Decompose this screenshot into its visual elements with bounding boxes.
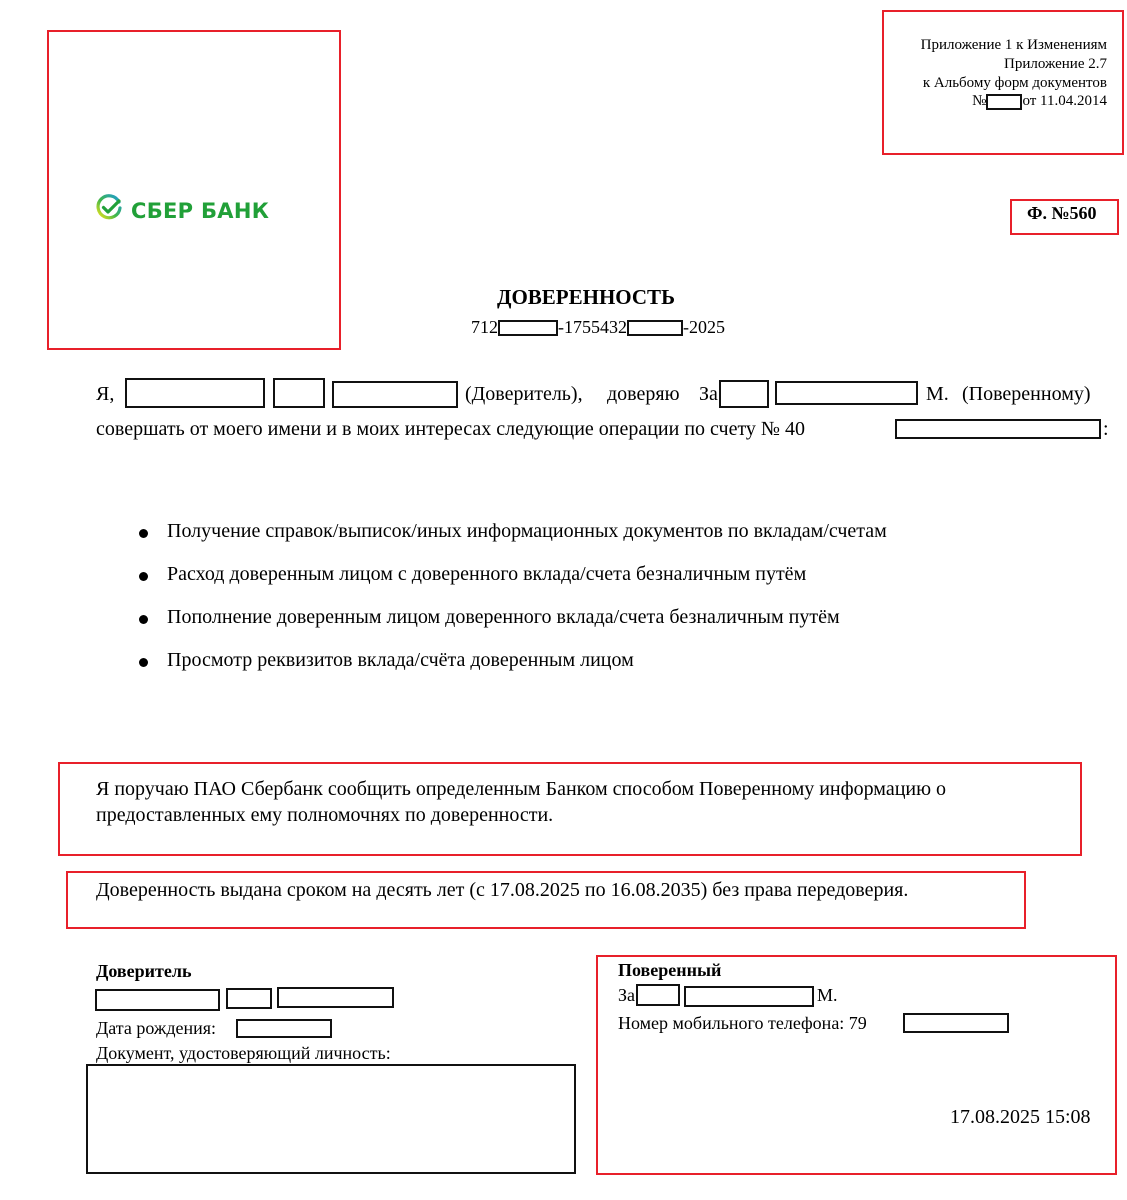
- redacted-id-document: [86, 1064, 576, 1174]
- bullet-icon: [139, 615, 148, 624]
- appendix-number-sign: №: [972, 93, 987, 109]
- redacted-principal-surname: [125, 378, 265, 408]
- redacted-principal-patronymic: [332, 381, 458, 408]
- attorney-phone-label: Номер мобильного телефона: 79: [618, 1013, 867, 1033]
- redacted-principal-surname-2: [95, 989, 220, 1011]
- principal-label: (Доверитель),: [465, 383, 583, 405]
- document-number: [471, 317, 725, 338]
- redacted-account-number: [895, 419, 1101, 439]
- sber-check-circle-icon: [95, 194, 123, 227]
- operation-item: Расход доверенным лицом с доверенного вклада/счета безналичным путём: [167, 563, 807, 585]
- redacted-attorney-name-4: [684, 986, 814, 1007]
- appendix-line-1: Приложение 1 к Изменениям: [920, 37, 1107, 53]
- redacted-principal-name-2: [226, 988, 272, 1009]
- instruction-line-1: Я поручаю ПАО Сбербанк сообщить определенным Банком способом Поверенному информацию о: [96, 778, 947, 800]
- operation-item: Пополнение доверенным лицом доверенного вклада/счета безналичным путём: [167, 606, 840, 628]
- operation-item: Получение справок/выписок/иных информационных документов по вкладам/счетам: [167, 520, 887, 542]
- intro-line-2: [96, 418, 805, 441]
- birth-date-label: Дата рождения:: [96, 1018, 217, 1038]
- attorney-name-initial: М.: [817, 985, 838, 1005]
- redacted-principal-patronymic-2: [277, 987, 394, 1008]
- intro-line-2-text: совершать от моего имени и в моих интересах следующие операции по счету №: [96, 418, 781, 440]
- attorney-name-prefix: За: [618, 985, 636, 1005]
- term-text: Доверенность выдана сроком на десять лет (с 17.08.2025 по 16.08.2035) без права передоверия.: [96, 879, 909, 901]
- doc-number-part-2: -1755432: [558, 317, 627, 337]
- appendix-line-4: [972, 93, 1107, 110]
- redacted-doc-number-1: [498, 320, 558, 336]
- bullet-icon: [139, 529, 148, 538]
- trust-word: доверяю: [607, 383, 680, 405]
- doc-number-part-3: -2025: [683, 317, 725, 337]
- redacted-principal-name: [273, 378, 325, 408]
- operation-item: Просмотр реквизитов вклада/счёта доверенным лицом: [167, 649, 634, 671]
- redacted-appendix-number: [986, 94, 1022, 110]
- appendix-line-3: к Альбому форм документов: [922, 75, 1107, 91]
- appendix-date: от 11.04.2014: [1022, 93, 1107, 109]
- bullet-icon: [139, 658, 148, 667]
- instruction-line-2: предоставленных ему полномочнях по доверенности.: [96, 804, 554, 826]
- account-prefix: 40: [785, 418, 806, 440]
- sber-logo-text: СБЕР БАНК: [131, 198, 270, 223]
- attorney-label: (Поверенному): [962, 383, 1091, 405]
- id-document-label: Документ, удостоверяющий личность:: [96, 1043, 391, 1063]
- redacted-birth-date: [236, 1019, 332, 1038]
- appendix-line-2: Приложение 2.7: [1003, 56, 1107, 72]
- issue-datetime: 17.08.2025 15:08: [950, 1106, 1091, 1128]
- redacted-attorney-name-1: [719, 380, 769, 408]
- redacted-attorney-name-2: [775, 381, 918, 405]
- attorney-prefix: За: [699, 383, 718, 405]
- intro-prefix: Я,: [96, 383, 115, 405]
- bullet-icon: [139, 572, 148, 581]
- attorney-initial: М.: [926, 383, 949, 405]
- sber-logo: [95, 194, 269, 227]
- intro-line-2-end: :: [1103, 418, 1109, 440]
- redacted-doc-number-2: [627, 320, 683, 336]
- page-title: ДОВЕРЕННОСТЬ: [497, 285, 675, 309]
- principal-heading: Доверитель: [96, 961, 192, 981]
- redacted-attorney-phone: [903, 1013, 1009, 1033]
- logo-annotation-box: [47, 30, 341, 350]
- redacted-attorney-name-3: [636, 984, 680, 1006]
- attorney-heading: Поверенный: [618, 960, 722, 980]
- form-number: Ф. №560: [1027, 203, 1097, 223]
- doc-number-part-1: 712: [471, 317, 498, 337]
